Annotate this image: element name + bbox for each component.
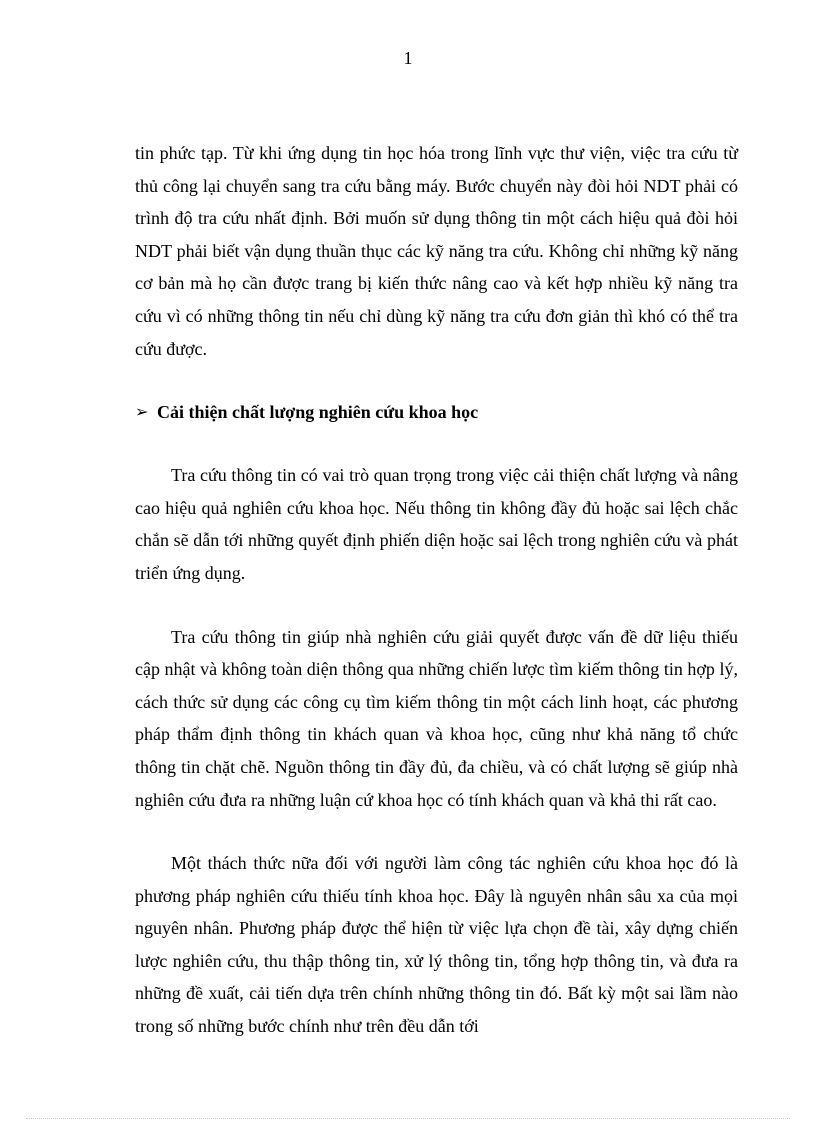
page-number: 1 — [403, 48, 413, 68]
paragraph-intro: tin phức tạp. Từ khi ứng dụng tin học hóa trong lĩnh vực thư viện, việc tra cứu từ thủ công lại chuyển sang tra cứu bằng máy. Bước chuyển này đòi hỏi NDT phải có trình độ tra cứu nhất định. Bởi muốn sử dụng thông tin một cách hiệu quả đòi hỏi NDT phải biết vận dụng thuần thục các kỹ năng tra cứu. Không chỉ những kỹ năng cơ bản mà họ cần được trang bị kiến thức nâng cao và kết hợp nhiều kỹ năng tra cứu vì có những thông tin nếu chỉ dùng kỹ năng tra cứu đơn giản thì khó có thể tra cứu được. — [135, 143, 738, 359]
section-heading — [135, 396, 738, 428]
document-body — [135, 137, 738, 1043]
page-bottom-border — [26, 1118, 790, 1119]
arrow-bullet-icon: ➢ — [135, 404, 149, 422]
paragraph-benefits: Tra cứu thông tin giúp nhà nghiên cứu giải quyết được vấn đề dữ liệu thiếu cập nhật và không toàn diện thông qua những chiến lược tìm kiếm thông tin hợp lý, cách thức sử dụng các công cụ tìm kiếm thông tin một cách linh hoạt, các phương pháp thẩm định thông tin khách quan và khoa học, cũng như khả năng tổ chức thông tin chặt chẽ. Nguồn thông tin đầy đủ, đa chiều, và có chất lượng sẽ giúp nhà nghiên cứu đưa ra những luận cứ khoa học có tính khách quan và khả thi rất cao. — [135, 626, 738, 810]
section-heading-text: Cải thiện chất lượng nghiên cứu khoa học — [157, 401, 479, 422]
paragraph-challenge: Một thách thức nữa đối với người làm công tác nghiên cứu khoa học đó là phương pháp nghiên cứu thiếu tính khoa học. Đây là nguyên nhân sâu xa của mọi nguyên nhân. Phương pháp được thể hiện từ việc lựa chọn đề tài, xây dựng chiến lược nghiên cứu, thu thập thông tin, xử lý thông tin, tổng hợp thông tin, và đưa ra những đề xuất, cải tiến dựa trên chính những thông tin đó. Bất kỳ một sai lầm nào trong số những bước chính như trên đều dẫn tới — [135, 853, 738, 1037]
paragraph-role: Tra cứu thông tin có vai trò quan trọng trong việc cải thiện chất lượng và nâng cao hiệu quả nghiên cứu khoa học. Nếu thông tin không đầy đủ hoặc sai lệch chắc chắn sẽ dẫn tới những quyết định phiến diện hoặc sai lệch trong nghiên cứu và phát triển ứng dụng. — [135, 465, 738, 583]
